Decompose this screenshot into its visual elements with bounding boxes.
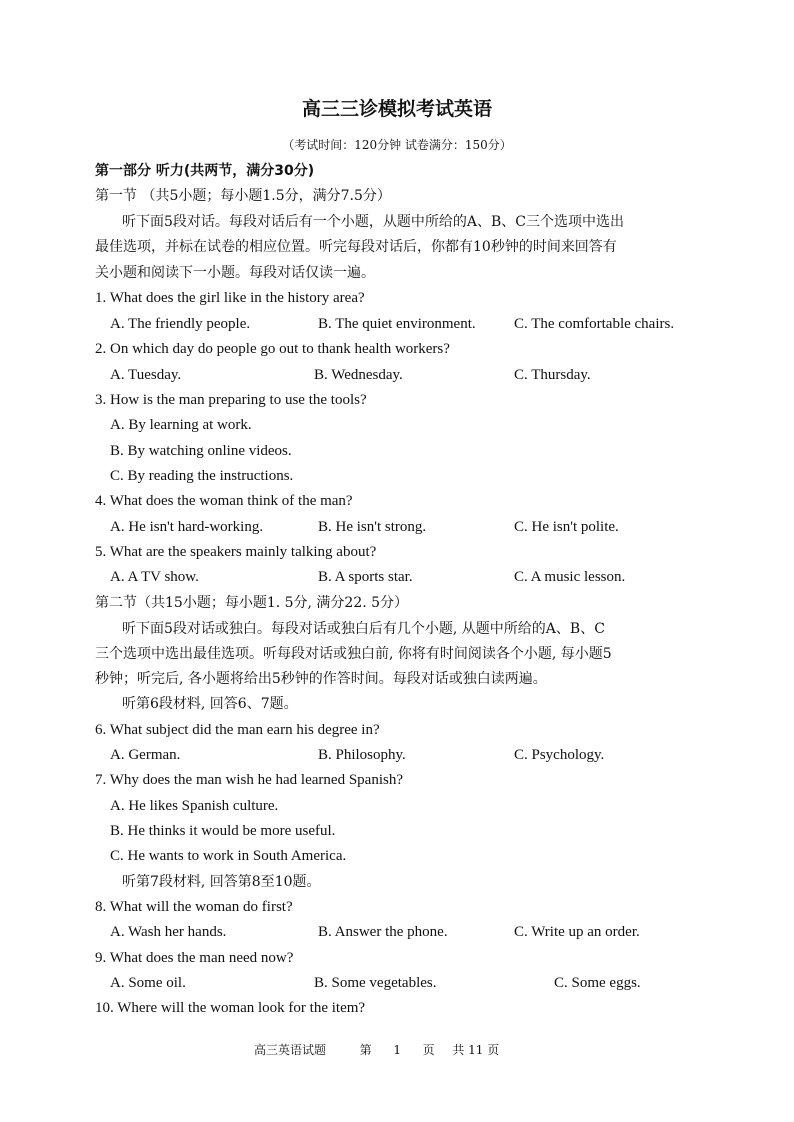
part1-heading: 第一部分 听力(共两节，满分30分) [95,163,315,179]
question-6: 6. What subject did the man earn his degree in? [95,722,380,738]
material-7-note: 听第7段材料, 回答第8至10题。 [122,874,321,890]
question-1: 1. What does the girl like in the history area? [95,290,365,306]
q4-option-c: C. He isn't polite. [514,519,619,535]
q2-option-a: A. Tuesday. [110,367,182,383]
footer-page-number: 1 [393,1043,401,1057]
q7-option-c: C. He wants to work in South America. [110,848,347,864]
q1-option-a: A. The friendly people. [110,316,251,332]
q7-option-a: A. He likes Spanish culture. [110,798,279,814]
exam-subtitle: （考试时间：120分钟 试卷满分：150分） [282,138,512,152]
section2-instruction-line: 三个选项中选出最佳选项。听每段对话或独白前, 你将有时间阅读各个小题, 每小题5 [95,646,612,662]
q3-option-a: A. By learning at work. [110,417,252,433]
material-6-note: 听第6段材料, 回答6、7题。 [122,696,298,712]
q1-option-b: B. The quiet environment. [318,316,476,332]
section2-instruction-line: 秒钟；听完后, 各小题将给出5秒钟的作答时间。每段对话或独白读两遍。 [95,671,547,687]
q5-option-b: B. A sports star. [318,569,413,585]
question-5: 5. What are the speakers mainly talking about? [95,544,377,560]
q7-option-b: B. He thinks it would be more useful. [110,823,336,839]
footer-title: 高三英语试题 [254,1043,327,1057]
question-2: 2. On which day do people go out to thank health workers? [95,341,450,357]
section1-instruction-line: 听下面5段对话。每段对话后有一个小题，从题中所给的A、B、C三个选项中选出 [122,214,625,230]
section2-heading: 第二节（共15小题；每小题1. 5分, 满分22. 5分） [95,595,409,611]
section2-instruction-line: 听下面5段对话或独白。每段对话或独白后有几个小题, 从题中所给的A、B、C [122,621,605,637]
q8-option-c: C. Write up an order. [514,924,640,940]
q1-option-c: C. The comfortable chairs. [514,316,675,332]
question-4: 4. What does the woman think of the man? [95,493,353,509]
q2-option-b: B. Wednesday. [314,367,403,383]
q6-option-b: B. Philosophy. [318,747,406,763]
q5-option-a: A. A TV show. [110,569,199,585]
q9-option-b: B. Some vegetables. [314,975,437,991]
footer-page-word: 第 [359,1043,372,1057]
q9-option-c: C. Some eggs. [554,975,641,991]
footer-page-unit: 页 [422,1043,435,1057]
q2-option-c: C. Thursday. [514,367,591,383]
q8-option-a: A. Wash her hands. [110,924,227,940]
q5-option-c: C. A music lesson. [514,569,626,585]
q8-option-b: B. Answer the phone. [318,924,448,940]
q6-option-a: A. German. [110,747,181,763]
q3-option-c: C. By reading the instructions. [110,468,294,484]
q4-option-a: A. He isn't hard-working. [110,519,264,535]
section1-instruction-line: 最佳选项，并标在试卷的相应位置。听完每段对话后，你都有10秒钟的时间来回答有 [95,239,617,255]
q9-option-a: A. Some oil. [110,975,186,991]
section1-instruction-line: 关小题和阅读下一小题。每段对话仅读一遍。 [95,265,375,281]
question-10: 10. Where will the woman look for the item? [95,1000,366,1016]
section1-heading: 第一节 （共5小题；每小题1.5分，满分7.5分） [95,188,391,204]
question-7: 7. Why does the man wish he had learned Spanish? [95,772,403,788]
q4-option-b: B. He isn't strong. [318,519,427,535]
page-title: 高三三诊模拟考试英语 [301,98,492,120]
question-9: 9. What does the man need now? [95,950,294,966]
question-8: 8. What will the woman do first? [95,899,293,915]
footer-total-pages: 共 11 页 [452,1043,500,1057]
question-3: 3. How is the man preparing to use the tools? [95,392,367,408]
q6-option-c: C. Psychology. [514,747,605,763]
page-footer [254,1041,499,1058]
q3-option-b: B. By watching online videos. [110,443,292,459]
